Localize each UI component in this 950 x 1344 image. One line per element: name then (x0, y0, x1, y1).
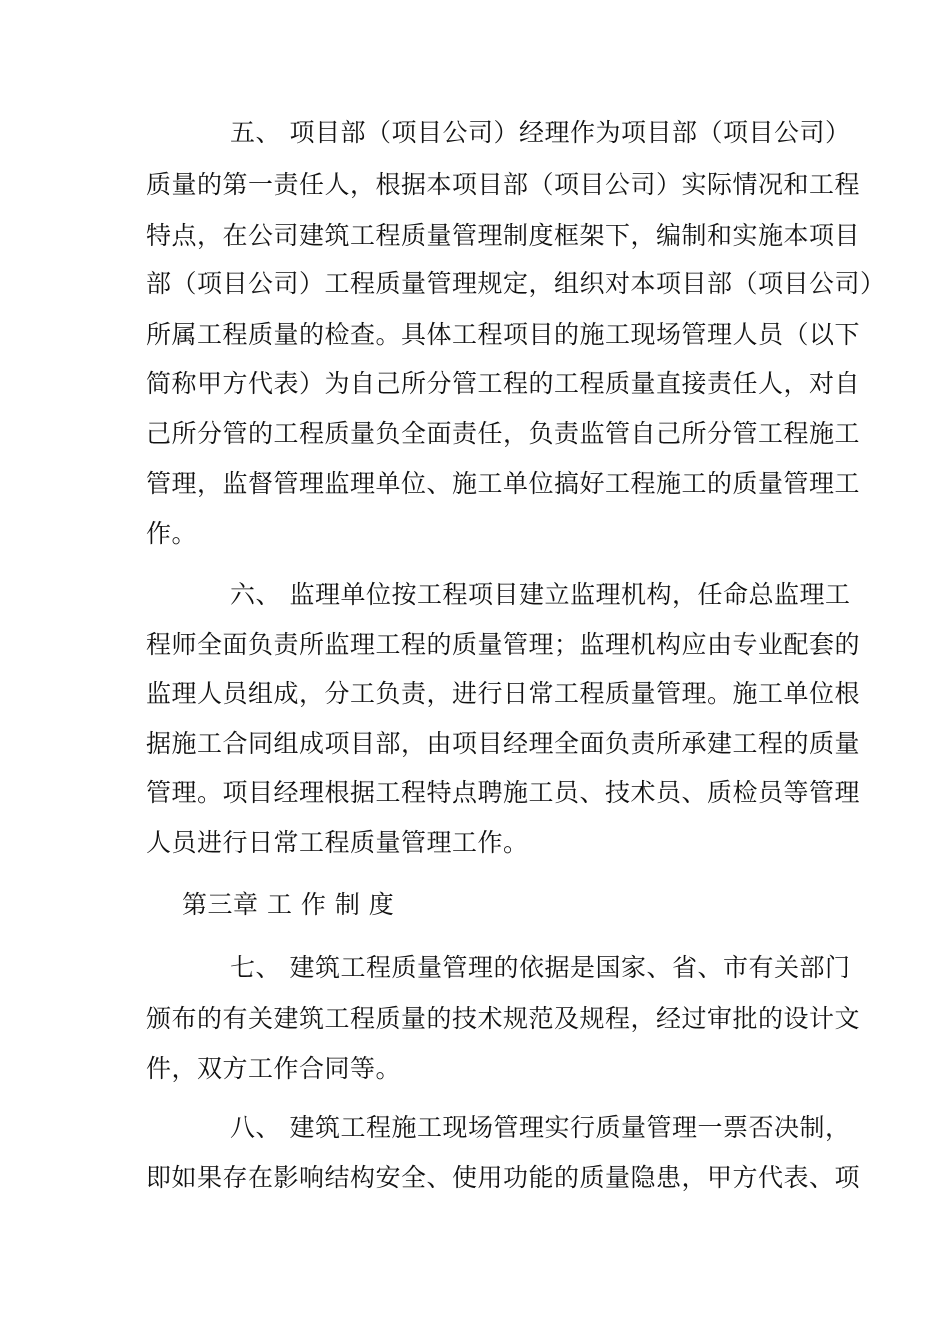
article-7-line-3: 件，双方工作合同等。 (146, 1054, 402, 1083)
article-8-line-2: 即如果存在影响结构安全、使用功能的质量隐患，甲方代表、项 (146, 1163, 861, 1192)
article-7-line-1: 七、 建筑工程质量管理的依据是国家、省、市有关部门 (230, 953, 851, 982)
chapter-3-heading: 第三章 工 作 制 度 (182, 890, 395, 919)
article-6-line-2: 程师全面负责所监理工程的质量管理；监理机构应由专业配套的 (146, 630, 861, 659)
article-6-line-4: 据施工合同组成项目部，由项目经理全面负责所承建工程的质量 (146, 729, 861, 758)
article-5-line-8: 管理，监督管理监理单位、施工单位搞好工程施工的质量管理工 (146, 469, 861, 498)
article-5-line-1: 五、 项目部（项目公司）经理作为项目部（项目公司） (230, 118, 851, 147)
article-5-line-5: 所属工程质量的检查。具体工程项目的施工现场管理人员（以下 (146, 320, 861, 349)
article-8-line-1: 八、 建筑工程施工现场管理实行质量管理一票否决制， (230, 1113, 851, 1142)
article-5-line-4: 部（项目公司）工程质量管理规定，组织对本项目部（项目公司） (146, 269, 886, 298)
article-7-line-2: 颁布的有关建筑工程质量的技术规范及规程，经过审批的设计文 (146, 1004, 861, 1033)
article-5-line-6: 简称甲方代表）为自己所分管工程的工程质量直接责任人，对自 (146, 369, 861, 398)
article-5-line-9: 作。 (146, 519, 198, 548)
article-5-line-7: 己所分管的工程质量负全面责任，负责监管自己所分管工程施工 (146, 419, 861, 448)
article-5-line-3: 特点，在公司建筑工程质量管理制度框架下，编制和实施本项目 (146, 221, 861, 250)
article-6-line-1: 六、 监理单位按工程项目建立监理机构，任命总监理工 (230, 580, 851, 609)
article-5-line-2: 质量的第一责任人，根据本项目部（项目公司）实际情况和工程 (146, 170, 861, 199)
article-6-line-5: 管理。项目经理根据工程特点聘施工员、技术员、质检员等管理 (146, 778, 861, 807)
article-6-line-6: 人员进行日常工程质量管理工作。 (146, 828, 529, 857)
article-6-line-3: 监理人员组成，分工负责，进行日常工程质量管理。施工单位根 (146, 679, 861, 708)
